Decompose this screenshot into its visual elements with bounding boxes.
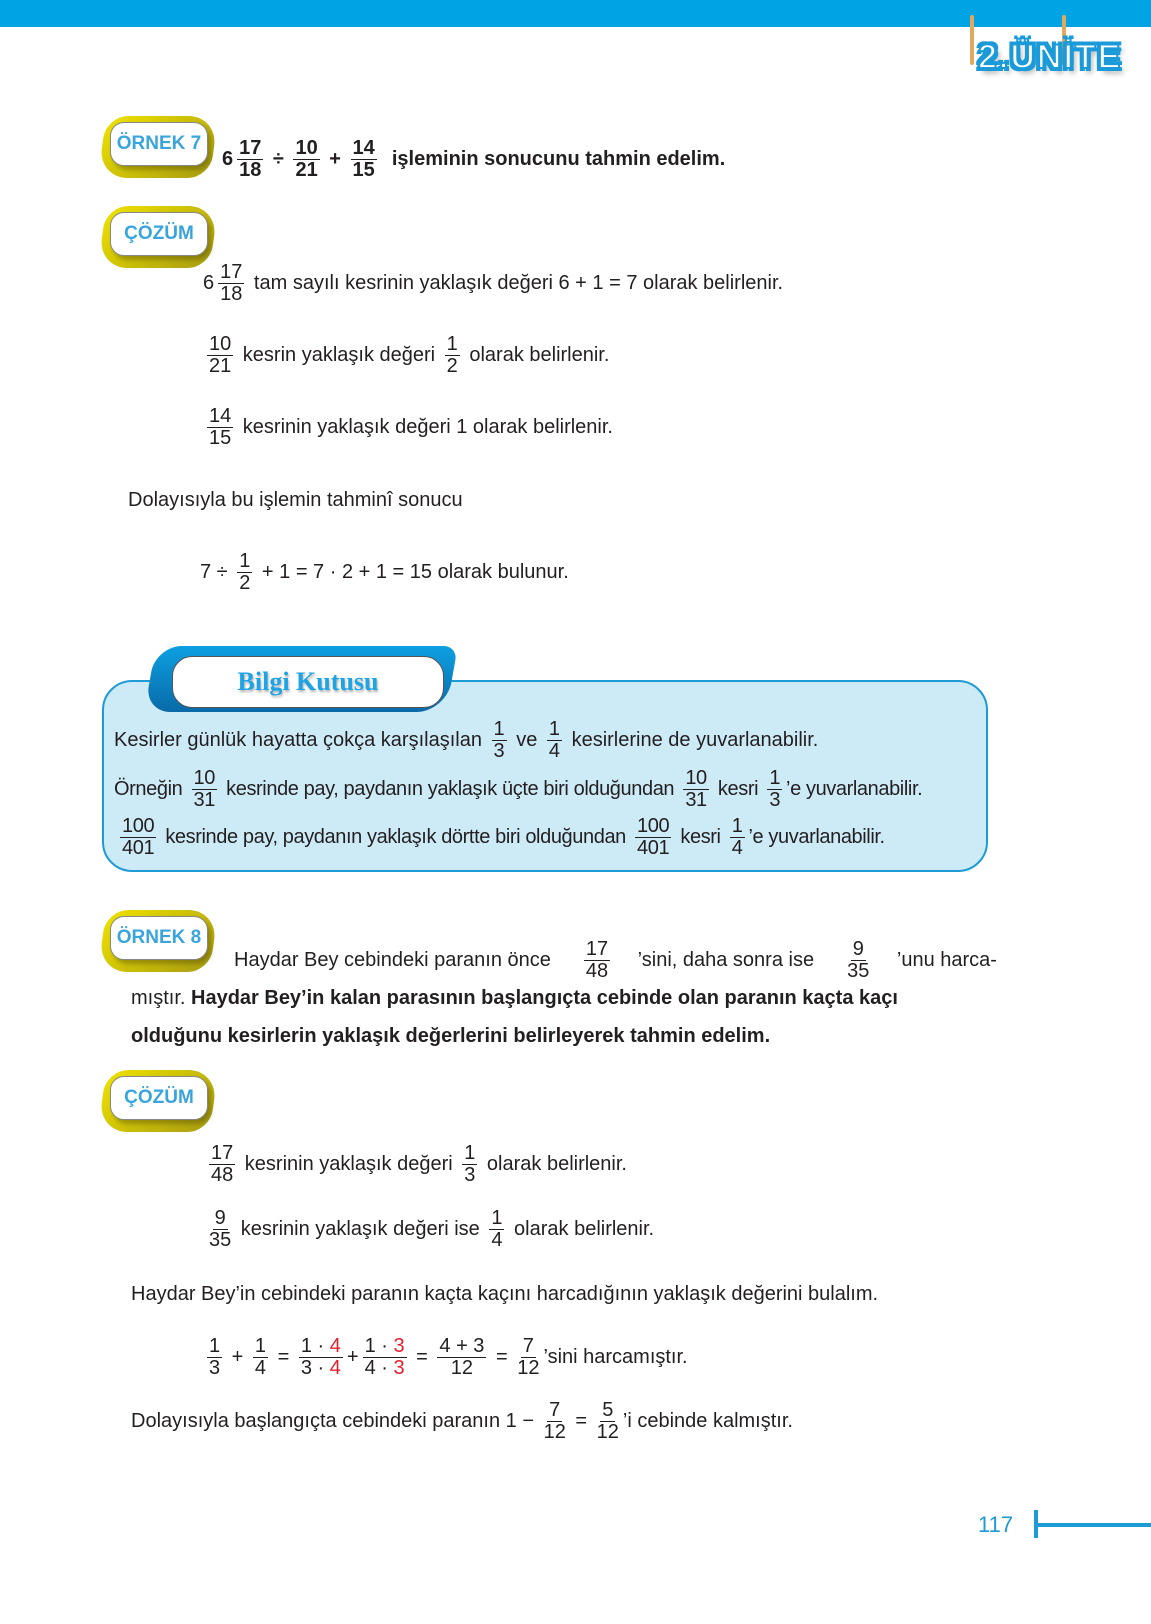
denominator bbox=[209, 428, 231, 449]
solution-8-line bbox=[205, 1204, 654, 1254]
numerator bbox=[462, 1143, 477, 1165]
text-segment: = bbox=[569, 1409, 593, 1432]
fraction bbox=[635, 816, 671, 859]
example-8-badge bbox=[102, 910, 217, 972]
numerator bbox=[767, 768, 782, 790]
math-text: 5 bbox=[602, 1398, 614, 1421]
math-text: 48 bbox=[585, 959, 609, 982]
solution-7-badge bbox=[102, 206, 217, 268]
math-text: 14 bbox=[209, 404, 232, 427]
math-text: 12 bbox=[596, 1420, 619, 1443]
solution-7-line bbox=[203, 330, 609, 380]
text-segment: = bbox=[490, 1345, 514, 1368]
numerator bbox=[489, 1208, 504, 1230]
numerator bbox=[237, 551, 252, 573]
numerator bbox=[218, 262, 244, 284]
math-text: 12 bbox=[450, 1356, 474, 1379]
fraction bbox=[517, 1336, 539, 1379]
numerator bbox=[293, 138, 319, 160]
fraction bbox=[363, 1336, 407, 1379]
numerator bbox=[207, 1336, 222, 1358]
denominator bbox=[353, 160, 375, 181]
fraction bbox=[209, 1143, 235, 1186]
text-segment: 7 ÷ bbox=[200, 560, 234, 583]
math-text: 1 bbox=[209, 1334, 221, 1357]
text-segment: ’e yuvarlanabilir. bbox=[786, 777, 923, 800]
text-segment: + bbox=[346, 1345, 359, 1368]
info-box-tab bbox=[150, 646, 452, 712]
denominator bbox=[122, 838, 154, 859]
text-segment: kesrinin yaklaşık değeri 1 olarak belirlenir. bbox=[237, 415, 613, 438]
numerator bbox=[600, 1400, 615, 1422]
math-text: 12 bbox=[543, 1420, 566, 1443]
math-text: 1 bbox=[493, 717, 505, 740]
math-text: 4 bbox=[731, 836, 743, 859]
math-text: 17 bbox=[239, 136, 262, 159]
math-text: 17 bbox=[220, 260, 243, 283]
highlighted-factor: 4 bbox=[329, 1334, 341, 1357]
numerator bbox=[253, 1336, 268, 1358]
solution-8-badge bbox=[102, 1070, 217, 1132]
fraction bbox=[293, 138, 319, 181]
fraction bbox=[237, 138, 263, 181]
numerator bbox=[299, 1336, 343, 1358]
math-text: 9 bbox=[852, 937, 864, 960]
solution-8-line bbox=[131, 1269, 878, 1319]
fraction bbox=[209, 1208, 231, 1251]
bold-text-segment: olduğunu kesirlerin yaklaşık değerlerini belirleyerek tahmin edelim. bbox=[131, 1024, 771, 1047]
solution-7-line bbox=[128, 475, 463, 525]
math-text: 10 bbox=[209, 332, 232, 355]
fraction bbox=[767, 768, 782, 811]
math-text: 7 bbox=[549, 1398, 561, 1421]
text-segment: ’sini, daha sonra ise bbox=[637, 948, 820, 971]
math-text: 1 · bbox=[364, 1334, 394, 1357]
solution-7-line bbox=[203, 402, 613, 452]
text-segment: + bbox=[226, 1345, 249, 1368]
text-segment: ’e yuvarlanabilir. bbox=[748, 825, 885, 848]
example-8-badge-label: ÖRNEK 8 bbox=[110, 916, 208, 960]
numerator bbox=[547, 1400, 562, 1422]
fraction bbox=[489, 1208, 504, 1251]
denominator bbox=[194, 790, 215, 811]
math-text: 31 bbox=[193, 788, 215, 811]
math-text: 1 bbox=[446, 332, 458, 355]
example-7-question bbox=[222, 134, 725, 184]
denominator bbox=[769, 790, 780, 811]
rope-left-icon bbox=[970, 15, 974, 65]
example-7-badge bbox=[102, 116, 217, 178]
text-segment: kesrinde pay, paydanın yaklaşık dörtte biri olduğundan bbox=[160, 825, 632, 848]
unit-label: 2.ÜNİTE bbox=[978, 38, 1123, 76]
math-text: 401 bbox=[637, 836, 670, 859]
numerator bbox=[683, 768, 708, 790]
math-text: 21 bbox=[295, 158, 318, 181]
fraction bbox=[730, 816, 745, 859]
denominator bbox=[239, 573, 250, 594]
math-text: 17 bbox=[585, 937, 609, 960]
denominator bbox=[295, 160, 317, 181]
solution-8-line bbox=[131, 1396, 793, 1446]
numerator bbox=[209, 1143, 235, 1165]
solution-8-line bbox=[205, 1139, 627, 1189]
math-text: 1 bbox=[491, 1206, 503, 1229]
math-text: 3 · bbox=[300, 1356, 330, 1379]
text-segment: kesri bbox=[712, 777, 764, 800]
math-text: 100 bbox=[122, 814, 155, 837]
fraction bbox=[218, 262, 244, 305]
text-segment: ve bbox=[510, 728, 543, 751]
text-segment: olarak belirlenir. bbox=[463, 343, 610, 366]
highlighted-factor: 3 bbox=[393, 1356, 405, 1379]
math-text: 18 bbox=[220, 282, 243, 305]
math-text: 14 bbox=[352, 136, 375, 159]
math-text: 2 bbox=[446, 354, 458, 377]
text-segment: ÷ bbox=[267, 147, 290, 170]
text-segment: + 1 = 7 · 2 + 1 = 15 olarak bulunur. bbox=[256, 560, 569, 583]
math-text: 3 bbox=[493, 739, 505, 762]
numerator bbox=[730, 816, 745, 838]
text-segment: işleminin sonucunu tahmin edelim. bbox=[380, 147, 726, 170]
fraction bbox=[437, 1336, 486, 1379]
numerator bbox=[213, 1208, 228, 1230]
denominator bbox=[209, 1230, 231, 1251]
fraction bbox=[207, 1336, 222, 1379]
denominator bbox=[517, 1358, 539, 1379]
fraction bbox=[445, 334, 460, 377]
denominator bbox=[447, 356, 458, 377]
math-text: 4 bbox=[491, 1228, 503, 1251]
solution-7-line bbox=[203, 258, 783, 308]
math-text: 7 bbox=[522, 1334, 534, 1357]
numerator bbox=[363, 1336, 407, 1358]
numerator bbox=[192, 768, 217, 790]
fraction bbox=[597, 1400, 619, 1443]
denominator bbox=[544, 1422, 566, 1443]
fraction bbox=[492, 719, 507, 762]
math-text: 35 bbox=[847, 959, 870, 982]
math-text: 12 bbox=[517, 1356, 540, 1379]
text-segment: Kesirler günlük hayatta çokça karşılaşılan bbox=[114, 728, 488, 751]
highlighted-factor: 4 bbox=[329, 1356, 341, 1379]
solution-7-badge-label: ÇÖZÜM bbox=[110, 212, 208, 256]
denominator bbox=[209, 1358, 220, 1379]
numerator bbox=[207, 406, 233, 428]
numerator bbox=[851, 939, 866, 961]
text-segment: kesirlerine de yuvarlanabilir. bbox=[566, 728, 819, 751]
text-segment: = bbox=[410, 1345, 434, 1368]
denominator bbox=[637, 838, 669, 859]
denominator bbox=[494, 741, 505, 762]
info-box-title: Bilgi Kutusu bbox=[172, 656, 444, 708]
math-text: 31 bbox=[685, 788, 707, 811]
highlighted-factor: 3 bbox=[393, 1334, 405, 1357]
example-7-badge-label: ÖRNEK 7 bbox=[110, 122, 208, 166]
math-text: 48 bbox=[211, 1163, 234, 1186]
solution-8-badge-label: ÇÖZÜM bbox=[110, 1076, 208, 1120]
text-segment: Örneğin bbox=[114, 777, 188, 800]
math-text: 4 bbox=[254, 1356, 267, 1379]
text-segment: kesrin yaklaşık değeri bbox=[237, 343, 441, 366]
denominator bbox=[549, 741, 560, 762]
denominator bbox=[220, 284, 242, 305]
math-text: 1 bbox=[731, 814, 743, 837]
denominator bbox=[491, 1230, 502, 1251]
text-segment: ’i cebinde kalmıştır. bbox=[622, 1409, 793, 1432]
math-text: 1 · bbox=[300, 1334, 330, 1357]
bold-text-segment: Haydar Bey’in kalan parasının başlangıçta cebinde olan paranın kaçta kaçı bbox=[191, 986, 898, 1009]
math-text: 3 bbox=[209, 1356, 221, 1379]
numerator bbox=[120, 816, 156, 838]
math-text: 35 bbox=[209, 1228, 232, 1251]
denominator bbox=[301, 1358, 341, 1379]
text-segment: mıştır. bbox=[131, 986, 191, 1009]
math-text: 3 bbox=[769, 788, 781, 811]
fraction bbox=[120, 816, 156, 859]
text-segment: kesri bbox=[675, 825, 726, 848]
math-text: 2 bbox=[239, 571, 251, 594]
numerator bbox=[521, 1336, 536, 1358]
text-segment: olarak belirlenir. bbox=[481, 1152, 627, 1175]
math-text: 1 bbox=[464, 1141, 476, 1164]
numerator bbox=[445, 334, 460, 356]
text-segment: kesrinin yaklaşık değeri ise bbox=[235, 1217, 486, 1240]
text-segment: olarak belirlenir. bbox=[508, 1217, 655, 1240]
math-text: 10 bbox=[193, 766, 215, 789]
solution-7-line bbox=[200, 547, 569, 597]
numerator bbox=[237, 138, 263, 160]
math-text: 21 bbox=[209, 354, 232, 377]
fraction bbox=[683, 768, 708, 811]
text-segment: 6 bbox=[203, 271, 215, 294]
fraction bbox=[462, 1143, 477, 1186]
text-segment: Dolayısıyla başlangıçta cebindeki paranın 1 − bbox=[131, 1409, 540, 1432]
text-segment: ’sini harcamıştır. bbox=[543, 1345, 688, 1368]
numerator bbox=[547, 719, 562, 741]
math-text: 1 bbox=[548, 717, 561, 740]
fraction bbox=[351, 138, 377, 181]
numerator bbox=[635, 816, 671, 838]
text-segment: Haydar Bey’in cebindeki paranın kaçta kaçını harcadığının yaklaşık değerini bulalım. bbox=[131, 1282, 879, 1305]
denominator bbox=[211, 1165, 233, 1186]
fraction bbox=[547, 719, 562, 762]
page-marker-bar bbox=[1036, 1523, 1151, 1527]
math-text: 4 · bbox=[364, 1356, 394, 1379]
solution-8-line bbox=[203, 1332, 688, 1382]
math-text: 4 bbox=[548, 739, 561, 762]
math-text: 10 bbox=[295, 136, 318, 159]
fraction bbox=[207, 406, 233, 449]
numerator bbox=[584, 939, 610, 961]
text-segment: Dolayısıyla bu işlemin tahminî sonucu bbox=[128, 488, 463, 511]
text-segment: tam sayılı kesrinin yaklaşık değeri 6 + 1 = 7 olarak belirlenir. bbox=[248, 271, 784, 294]
math-text: 1 bbox=[239, 549, 251, 572]
math-text: 401 bbox=[122, 836, 155, 859]
math-text: 1 bbox=[769, 766, 781, 789]
denominator bbox=[255, 1358, 266, 1379]
text-segment: = bbox=[272, 1345, 295, 1368]
math-text: 15 bbox=[209, 426, 232, 449]
numerator bbox=[492, 719, 507, 741]
math-text: 3 bbox=[464, 1163, 476, 1186]
fraction bbox=[544, 1400, 566, 1443]
denominator bbox=[732, 838, 743, 859]
denominator bbox=[464, 1165, 475, 1186]
math-text: 10 bbox=[685, 766, 707, 789]
text-segment: Haydar Bey cebindeki paranın önce bbox=[234, 948, 557, 971]
fraction bbox=[192, 768, 217, 811]
math-text: 4 + 3 bbox=[439, 1334, 485, 1357]
fraction bbox=[253, 1336, 268, 1379]
text-segment: + bbox=[323, 147, 347, 170]
example-8-line bbox=[131, 1011, 770, 1061]
text-segment: kesrinin yaklaşık değeri bbox=[239, 1152, 459, 1175]
denominator bbox=[239, 160, 261, 181]
math-text: 17 bbox=[211, 1141, 234, 1164]
page-number: 117 bbox=[978, 1512, 1014, 1537]
top-bar bbox=[0, 0, 1151, 27]
denominator bbox=[451, 1358, 473, 1379]
math-text: 9 bbox=[214, 1206, 226, 1229]
math-text: 15 bbox=[352, 158, 375, 181]
numerator bbox=[351, 138, 377, 160]
info-box-line bbox=[116, 812, 885, 862]
text-segment: 6 bbox=[222, 147, 234, 170]
text-segment: kesrinde pay, paydanın yaklaşık üçte biri olduğundan bbox=[220, 777, 680, 800]
numerator bbox=[207, 334, 233, 356]
fraction bbox=[237, 551, 252, 594]
info-box-line bbox=[114, 715, 818, 765]
text-segment: ’unu harca- bbox=[896, 948, 997, 971]
fraction bbox=[299, 1336, 343, 1379]
denominator bbox=[685, 790, 706, 811]
denominator bbox=[597, 1422, 619, 1443]
numerator bbox=[437, 1336, 486, 1358]
fraction bbox=[207, 334, 233, 377]
math-text: 1 bbox=[254, 1334, 267, 1357]
math-text: 18 bbox=[239, 158, 262, 181]
math-text: 100 bbox=[637, 814, 670, 837]
denominator bbox=[365, 1358, 405, 1379]
info-box-line bbox=[114, 764, 922, 814]
denominator bbox=[209, 356, 231, 377]
